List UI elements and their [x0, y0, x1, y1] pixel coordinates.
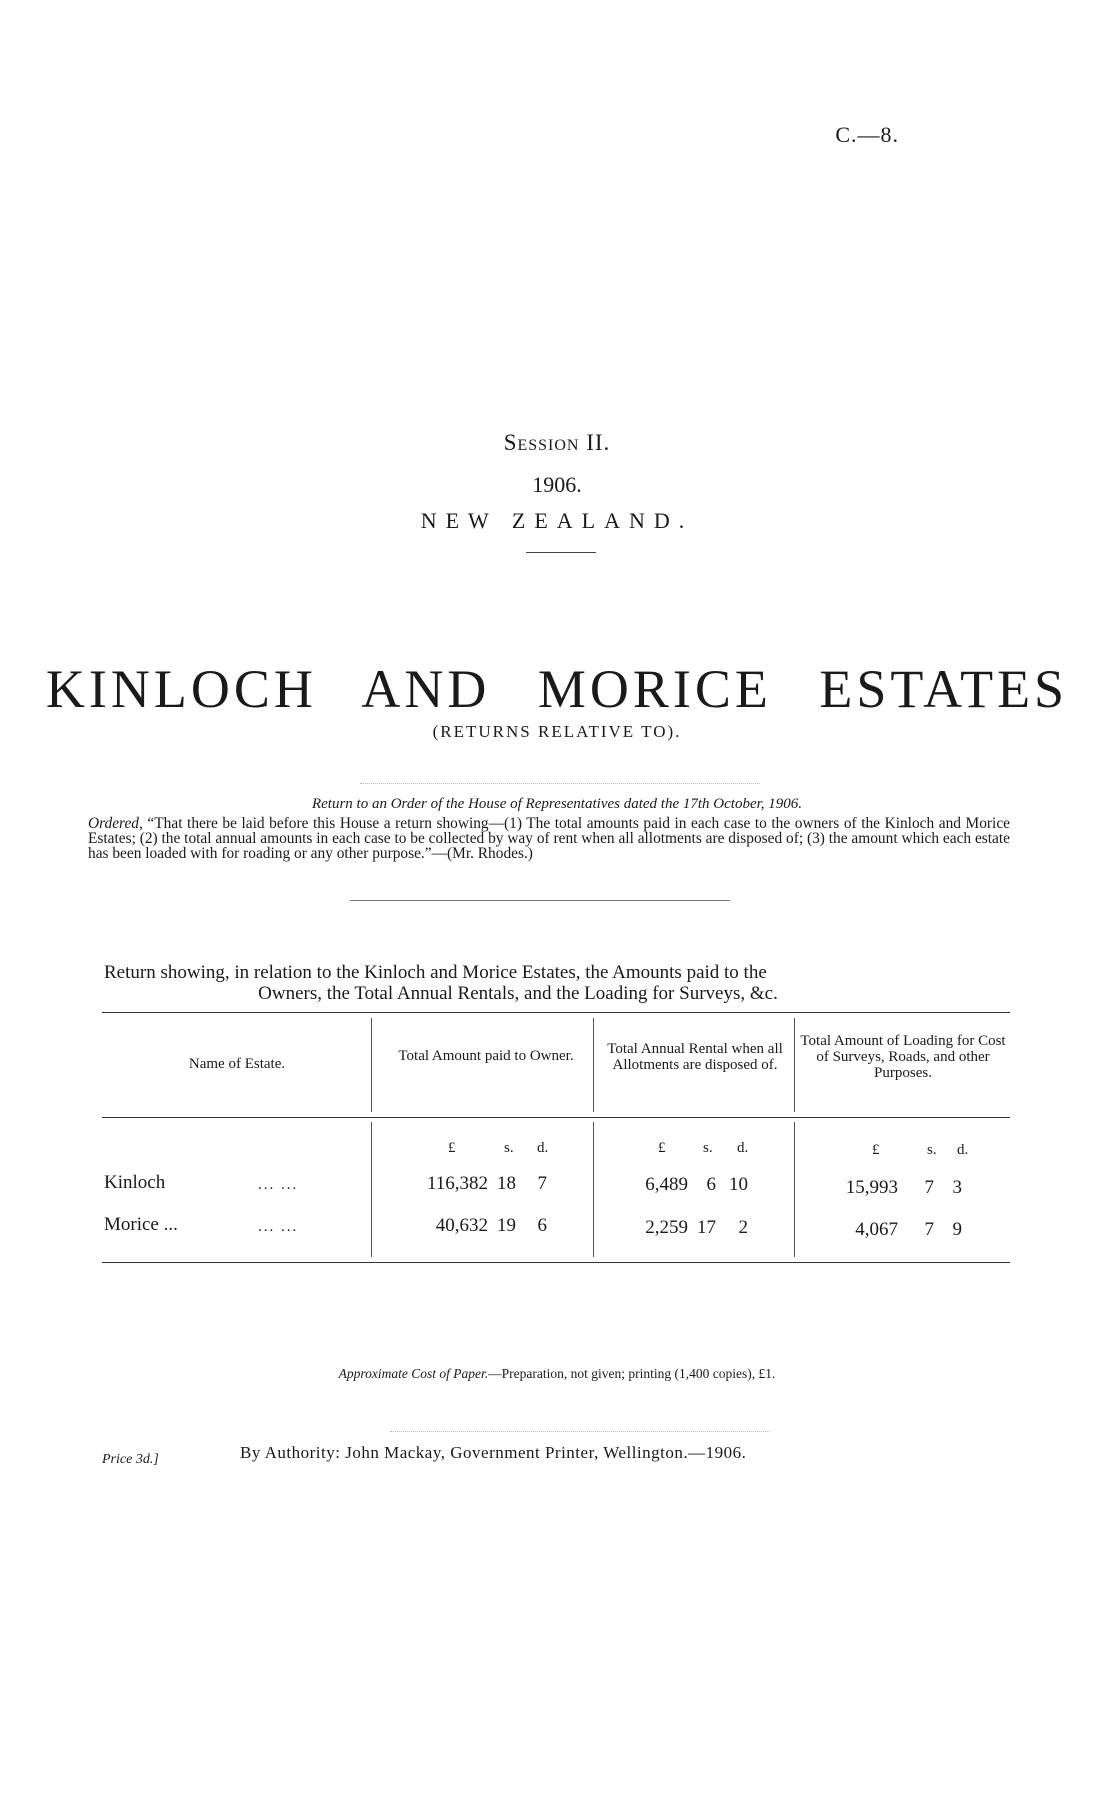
- unit-pounds: £: [448, 1140, 456, 1156]
- loading-pence: 9: [952, 1219, 962, 1240]
- cost-text: —Preparation, not given; printing (1,400 copies), £1.: [488, 1366, 776, 1381]
- paid-shillings: 19: [497, 1215, 516, 1236]
- loading-pence: 3: [952, 1177, 962, 1198]
- column-divider: [794, 1122, 795, 1257]
- price-label: Price 3d.]: [102, 1452, 159, 1467]
- leader-dots: ... ...: [258, 1219, 299, 1235]
- return-heading-line2: Owners, the Total Annual Rentals, and the Loading for Surveys, &c.: [258, 983, 778, 1004]
- column-divider: [593, 1018, 594, 1112]
- column-divider: [371, 1018, 372, 1112]
- session-label: Session II.: [503, 430, 611, 455]
- loading-shillings: 7: [924, 1219, 934, 1240]
- table-bottom-rule: [102, 1262, 1010, 1263]
- order-body: “That there be laid before this House a return showing—(1) The total amounts paid in each case to the owners of the Kinloch and Morice Estates; (2) the total annual amounts in each case to be collected by way of rent when all allotments are disposed of; (3) the amount which each estate has been loaded with for roading or any other purpose.”—(Mr. Rhodes.): [88, 815, 1010, 862]
- cost-note: [0, 1366, 1114, 1382]
- order-paragraph: [88, 816, 1010, 861]
- column-header-estate: Name of Estate.: [188, 1056, 286, 1072]
- table-header-rule: [102, 1117, 1010, 1118]
- unit-pounds: £: [658, 1140, 666, 1156]
- unit-shillings: s.: [504, 1140, 514, 1156]
- return-heading-line1: Return showing, in relation to the Kinloch and Morice Estates, the Amounts paid to the: [104, 962, 767, 983]
- estate-name: Morice ...: [104, 1214, 178, 1235]
- document-subtitle: (RETURNS RELATIVE TO).: [432, 722, 682, 741]
- leader-dots: ... ...: [258, 1177, 299, 1193]
- rental-shillings: 6: [706, 1174, 716, 1195]
- unit-pence: d.: [737, 1140, 749, 1156]
- divider: [390, 1431, 770, 1432]
- rental-pounds: 6,489: [645, 1174, 688, 1195]
- paid-pounds: 40,632: [435, 1215, 488, 1236]
- loading-pounds: 4,067: [855, 1219, 898, 1240]
- paper-reference: C.—8.: [835, 122, 899, 147]
- year-label: 1906.: [532, 472, 582, 497]
- paid-pence: 6: [537, 1215, 547, 1236]
- estate-name: Kinloch: [104, 1172, 166, 1193]
- column-header-loading: Total Amount of Loading for Cost of Surveys, Roads, and other Purposes.: [800, 1033, 1006, 1081]
- loading-shillings: 7: [924, 1177, 934, 1198]
- rental-pence: 10: [729, 1174, 748, 1195]
- column-divider: [794, 1018, 795, 1112]
- ordered-label: Ordered,: [88, 815, 143, 832]
- printer-authority: By Authority: John Mackay, Government Printer, Wellington.—1906.: [240, 1443, 747, 1462]
- column-divider: [371, 1122, 372, 1257]
- rental-pounds: 2,259: [645, 1217, 688, 1238]
- table-top-rule: [102, 1012, 1010, 1013]
- unit-pounds: £: [872, 1142, 880, 1158]
- unit-shillings: s.: [703, 1140, 713, 1156]
- loading-pounds: 15,993: [845, 1177, 898, 1198]
- document-title: KINLOCH AND MORICE ESTATES: [45, 659, 1069, 719]
- unit-pence: d.: [537, 1140, 549, 1156]
- country-label: NEW ZEALAND.: [420, 508, 694, 533]
- paid-pence: 7: [537, 1173, 547, 1194]
- unit-shillings: s.: [927, 1142, 937, 1158]
- column-header-rental: Total Annual Rental when all Allotments are disposed of.: [607, 1041, 783, 1073]
- cost-label: Approximate Cost of Paper.: [338, 1366, 489, 1381]
- column-divider: [593, 1122, 594, 1257]
- divider: [526, 552, 596, 553]
- paid-pounds: 116,382: [426, 1173, 488, 1194]
- column-header-paid: Total Amount paid to Owner.: [398, 1048, 574, 1064]
- rental-shillings: 17: [697, 1217, 716, 1238]
- unit-pence: d.: [957, 1142, 969, 1158]
- rental-pence: 2: [738, 1217, 748, 1238]
- divider: [360, 783, 760, 784]
- paid-shillings: 18: [497, 1173, 516, 1194]
- return-heading: [104, 962, 1012, 1004]
- order-heading: Return to an Order of the House of Representatives dated the 17th October, 1906.: [311, 796, 803, 812]
- divider: [350, 900, 730, 901]
